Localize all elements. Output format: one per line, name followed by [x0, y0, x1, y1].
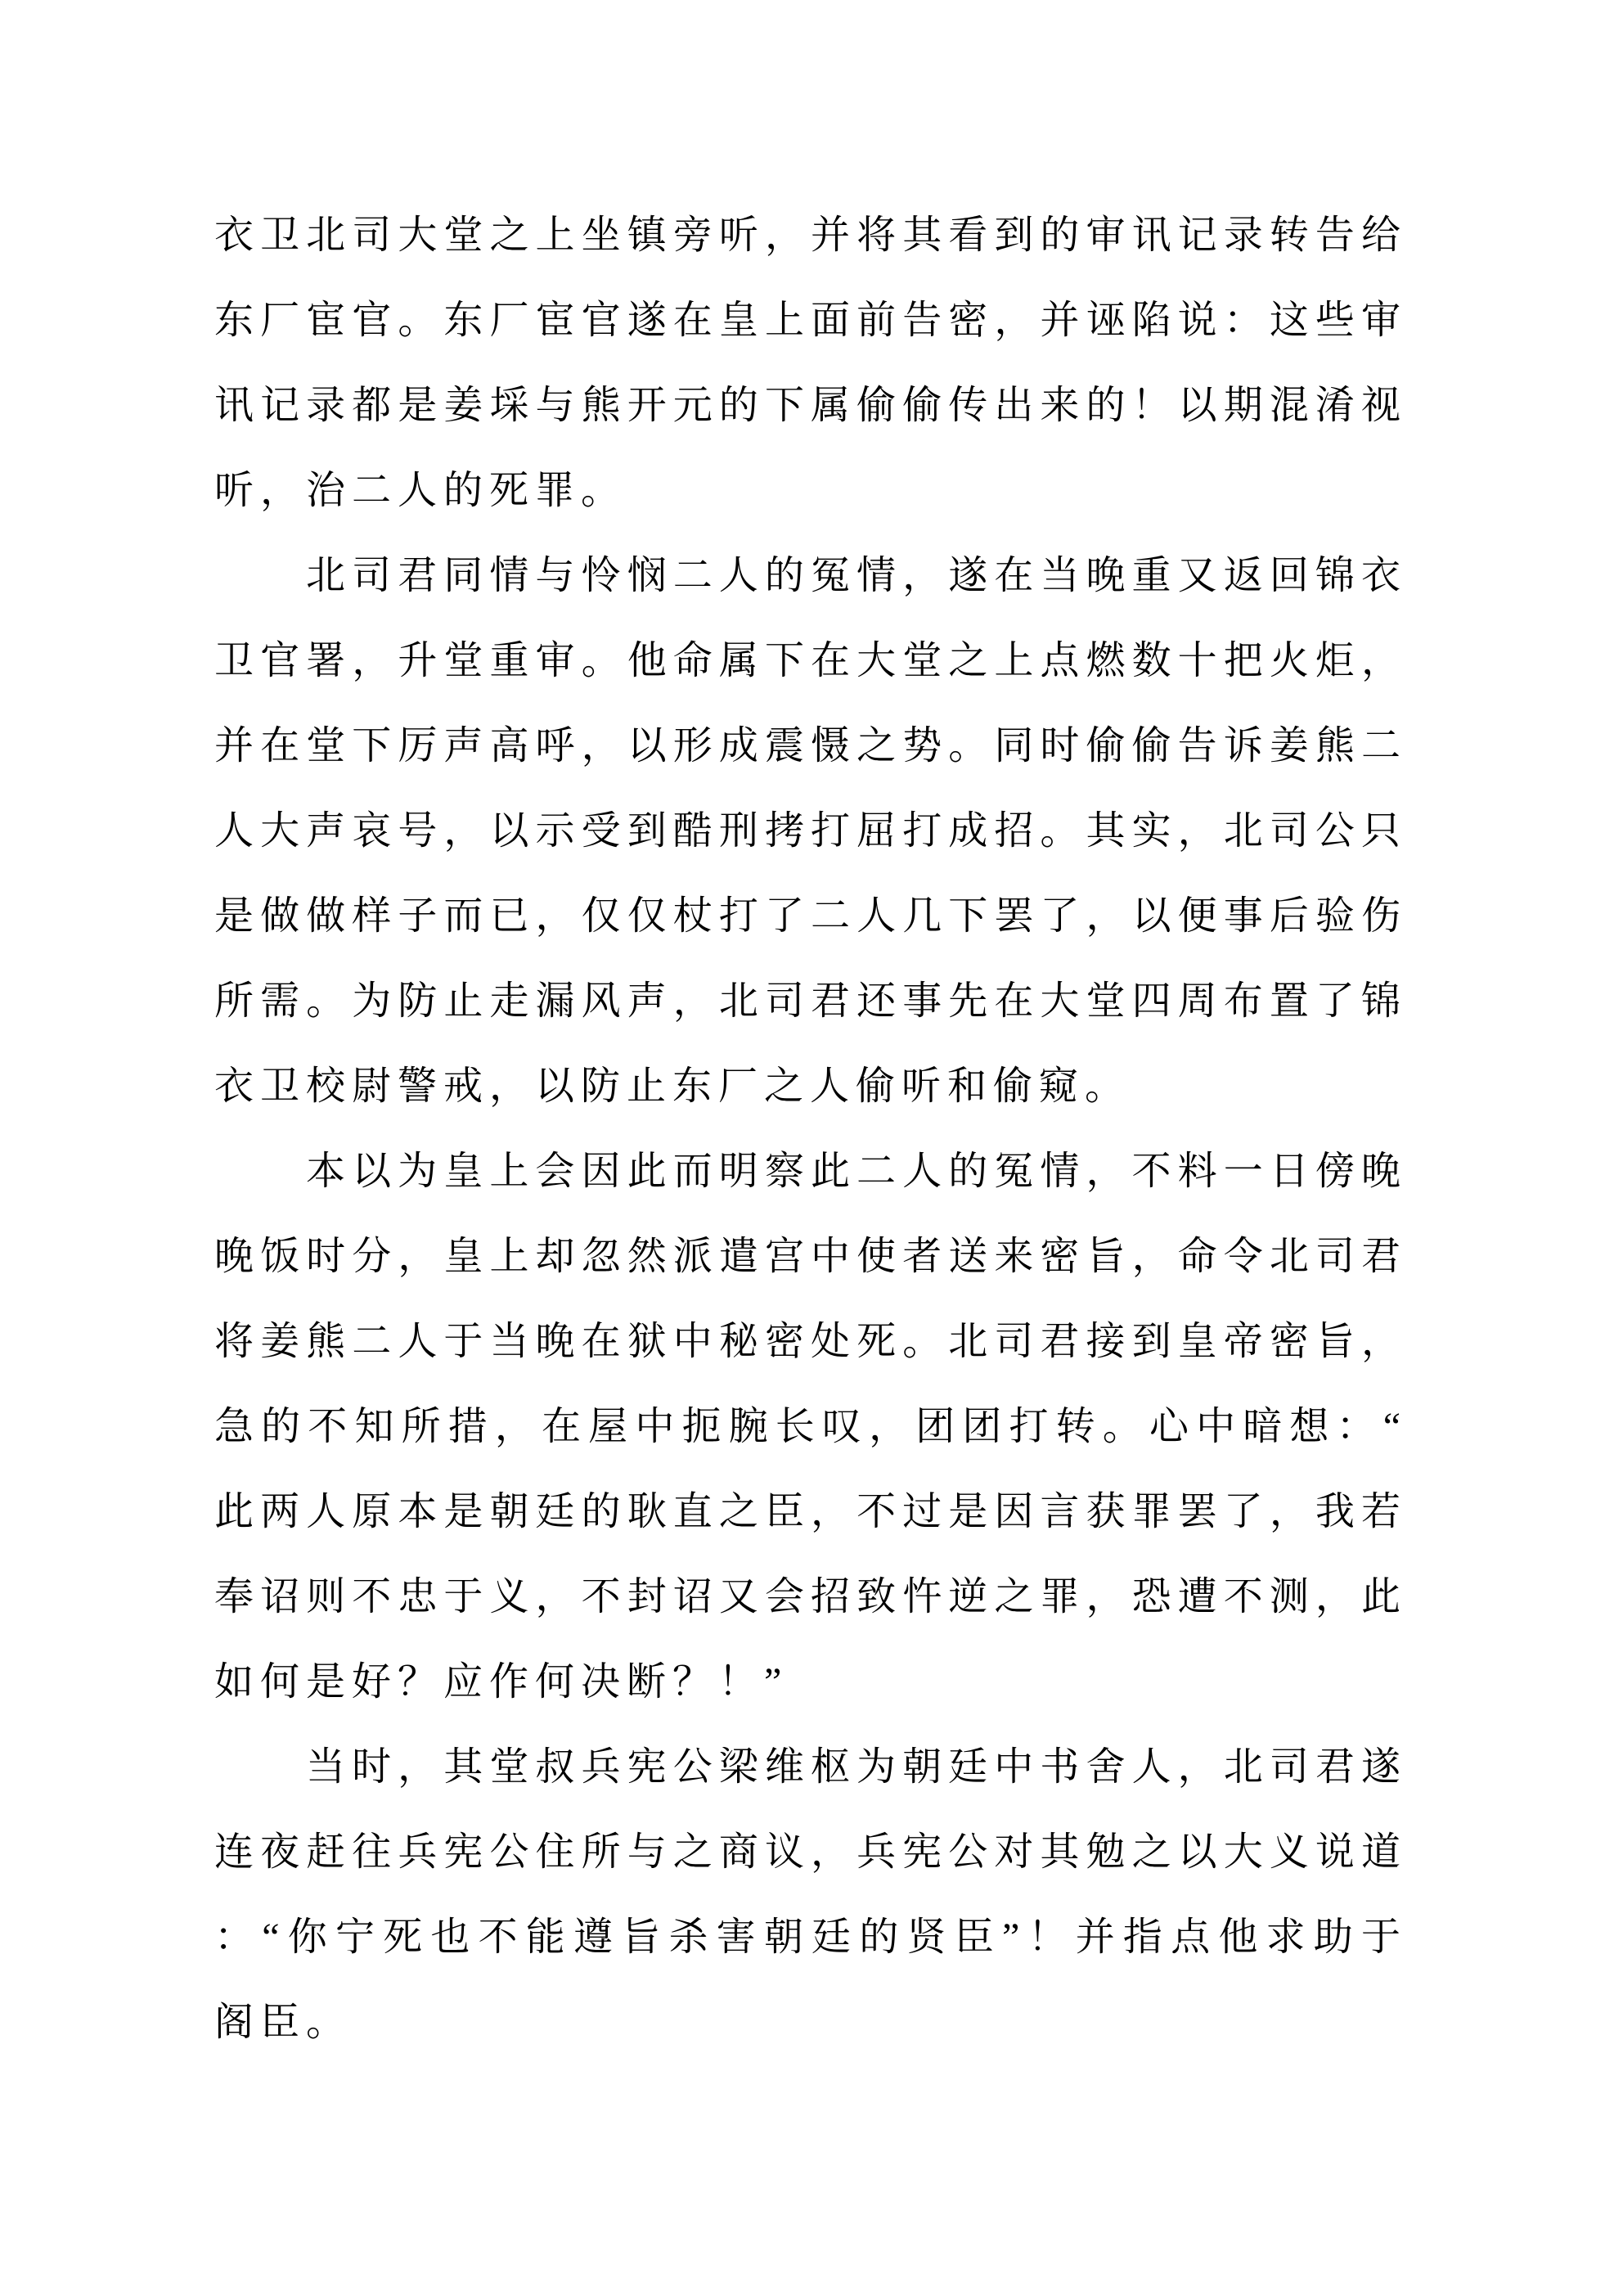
text-block: [214, 193, 1407, 2065]
paragraph: 本以为皇上会因此而明察此二人的冤情，不料一日傍晚晚饭时分，皇上却忽然派遣宫中使者送来密旨，命令北司君将姜熊二人于当晚在狱中秘密处死。北司君接到皇帝密旨，急的不知所措，在屋中扼腕长叹，团团打转。心中暗想：“此两人原本是朝廷的耿直之臣，不过是因言获罪罢了，我若奉诏则不忠于义，不封诏又会招致忤逆之罪，恐遭不测，此如何是好？应作何决断？！”: [214, 1150, 1407, 1704]
paragraph: 北司君同情与怜悯二人的冤情，遂在当晚重又返回锦衣卫官署，升堂重审。他命属下在大堂之上点燃数十把火炬，并在堂下厉声高呼，以形成震慑之势。同时偷偷告诉姜熊二人大声哀号，以示受到酷刑拷打屈打成招。其实，北司公只是做做样子而已，仅仅杖打了二人几下罢了，以便事后验伤所需。为防止走漏风声，北司君还事先在大堂四周布置了锦衣卫校尉警戒，以防止东厂之人偷听和偷窥。: [214, 554, 1407, 1108]
paragraph: 当时，其堂叔兵宪公梁维枢为朝廷中书舍人，北司君遂连夜赶往兵宪公住所与之商议，兵宪公对其勉之以大义说道：“你宁死也不能遵旨杀害朝廷的贤臣”！并指点他求助于阁臣。: [214, 1745, 1407, 2044]
paragraph: 衣卫北司大堂之上坐镇旁听，并将其看到的审讯记录转告给东厂宦官。东厂宦官遂在皇上面前告密，并诬陷说：这些审讯记录都是姜埰与熊开元的下属偷偷传出来的！以期混淆视听，治二人的死罪。: [214, 214, 1407, 512]
